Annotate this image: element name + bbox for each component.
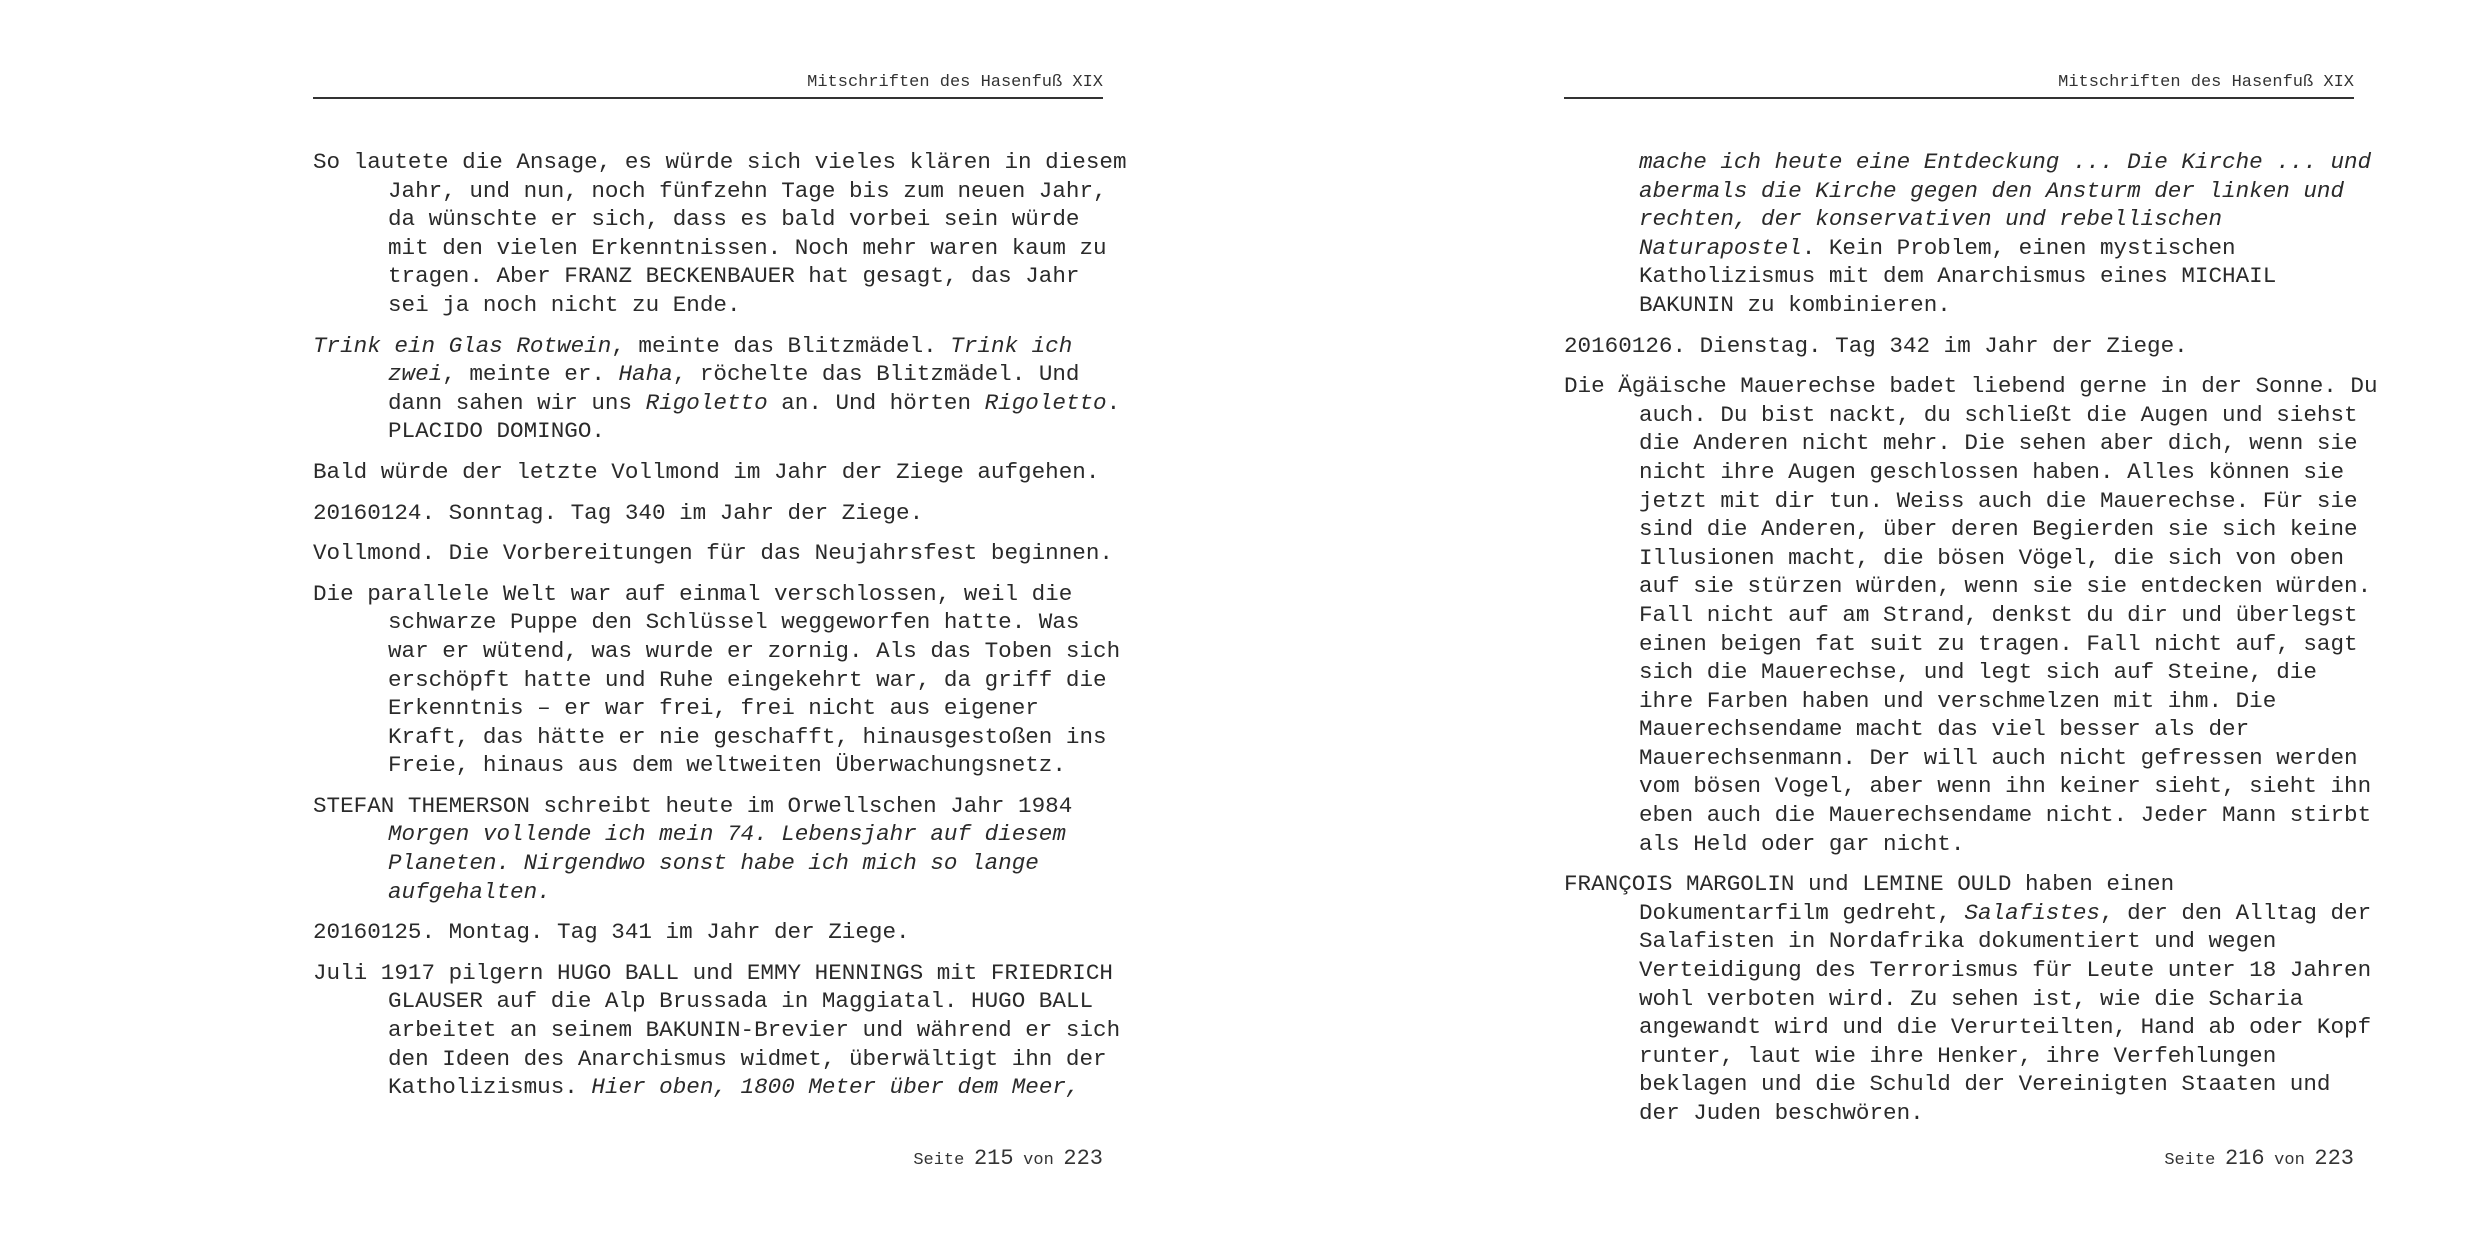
- text-run: einen beigen fat suit zu tragen. Fall nicht auf, sagt: [1639, 630, 2358, 657]
- text-run: die Anderen nicht mehr. Die sehen aber dich, wenn sie: [1639, 430, 2358, 457]
- paragraph: [313, 539, 1113, 568]
- text-line: [1639, 544, 2354, 573]
- italic-text: Rigoletto: [984, 389, 1107, 416]
- text-run: Freie, hinaus aus dem weltweiten Überwachungsnetz.: [388, 752, 1066, 779]
- text-run: dann sahen wir uns: [388, 389, 646, 416]
- text-line: [1639, 291, 2354, 320]
- text-line: [1639, 1099, 2354, 1128]
- page-body: [313, 148, 1127, 1114]
- text-line: [388, 1016, 1121, 1045]
- text-run: Kraft, das hätte er nie geschafft, hinausgestoßen ins: [388, 723, 1107, 750]
- text-line: [1639, 687, 2354, 716]
- text-line: [1639, 1013, 2372, 1042]
- text-run: , der den Alltag der: [2100, 899, 2372, 926]
- text-run: sich die Mauerechse, und legt sich auf Steine, die: [1639, 659, 2317, 686]
- text-line: [313, 580, 1103, 609]
- text-run: der Juden beschwören.: [1639, 1100, 1924, 1126]
- text-line: [388, 608, 1103, 637]
- text-line: [388, 205, 1103, 234]
- text-line: [313, 499, 1103, 528]
- paragraph: [313, 332, 1121, 446]
- paragraph: [313, 499, 1103, 528]
- text-line: [388, 262, 1103, 291]
- text-line: [388, 234, 1107, 263]
- italic-text: Trink ein Glas Rotwein: [313, 332, 612, 359]
- running-header: Mitschriften des Hasenfuß XIX: [2058, 73, 2354, 92]
- italic-text: aufgehalten.: [388, 878, 551, 905]
- italic-text: Morgen vollende ich mein 74. Lebensjahr auf diesem: [388, 821, 1066, 848]
- text-run: 20160124. Sonntag. Tag 340 im Jahr der Ziege.: [313, 499, 924, 526]
- text-line: [1639, 801, 2372, 830]
- paragraph: [313, 792, 1103, 906]
- text-line: [1639, 572, 2372, 601]
- text-line: [388, 1045, 1107, 1074]
- text-line: [313, 148, 1127, 177]
- text-line: [1639, 658, 2354, 687]
- text-run: runter, laut wie ihre Henker, ihre Verfehlungen: [1639, 1042, 2277, 1069]
- text-line: [388, 1073, 1103, 1102]
- text-line: [1639, 744, 2358, 773]
- text-run: Die parallele Welt war auf einmal verschlossen, weil die: [313, 580, 1073, 607]
- text-run: Katholizismus.: [388, 1074, 592, 1101]
- text-line: [1639, 899, 2372, 928]
- text-line: [1639, 401, 2358, 430]
- text-run: auf sie stürzen würden, wenn sie sie entdecken würden.: [1639, 573, 2372, 600]
- text-line: [1639, 1070, 2354, 1099]
- text-line: [313, 792, 1103, 821]
- text-run: , röchelte das Blitzmädel. Und: [672, 361, 1080, 388]
- text-run: Dokumentarfilm gedreht,: [1639, 899, 1965, 926]
- text-run: vom bösen Vogel, aber wenn ihn keiner sieht, sieht ihn: [1639, 773, 2372, 800]
- text-run: .: [1106, 389, 1121, 416]
- left-page: [313, 0, 1127, 1240]
- footer-seite-label: Seite: [2164, 1151, 2216, 1170]
- text-line: [1639, 1042, 2354, 1071]
- text-line: [1564, 870, 2354, 899]
- text-line: [1639, 429, 2358, 458]
- text-run: den Ideen des Anarchismus widmet, überwältigt ihn der: [388, 1045, 1107, 1072]
- text-run: tragen. Aber FRANZ BECKENBAUER hat gesagt, das Jahr: [388, 263, 1080, 290]
- text-run: Illusionen macht, die bösen Vögel, die sich von oben: [1639, 544, 2345, 571]
- paragraph: [1564, 148, 2372, 320]
- text-run: schwarze Puppe den Schlüssel weggeworfen hatte. Was: [388, 609, 1080, 636]
- text-run: an. Und hörten: [767, 389, 985, 416]
- text-run: Verteidigung des Terrorismus für Leute unter 18 Jahren: [1639, 957, 2372, 984]
- footer-page-number: 215: [973, 1146, 1014, 1171]
- text-line: [388, 878, 1103, 907]
- text-run: sind die Anderen, über deren Begierden sie sich keine: [1639, 516, 2358, 543]
- text-line: [388, 177, 1107, 206]
- text-line: [1564, 372, 2378, 401]
- text-line: [1639, 458, 2354, 487]
- text-line: [1639, 262, 2354, 291]
- text-line: [388, 389, 1121, 418]
- text-run: Bald würde der letzte Vollmond im Jahr der Ziege aufgehen.: [313, 458, 1100, 485]
- italic-text: rechten, der konservativen und rebellischen: [1639, 206, 2223, 233]
- text-line: [388, 360, 1103, 389]
- text-run: Salafisten in Nordafrika dokumentiert und wegen: [1639, 928, 2277, 955]
- text-run: BAKUNIN zu kombinieren.: [1639, 291, 1951, 318]
- italic-text: Rigoletto: [645, 389, 768, 416]
- text-run: beklagen und die Schuld der Vereinigten Staaten und: [1639, 1071, 2331, 1098]
- footer-page-total: 223: [2314, 1146, 2354, 1171]
- italic-text: abermals die Kirche gegen den Ansturm der linken und: [1639, 177, 2345, 204]
- italic-text: Haha: [618, 361, 673, 388]
- footer-von-label: von: [1023, 1151, 1054, 1170]
- text-run: auch. Du bist nackt, du schließt die Augen und siehst: [1639, 401, 2358, 428]
- right-page: [1564, 0, 2378, 1240]
- text-run: Jahr, und nun, noch fünfzehn Tage bis zum neuen Jahr,: [388, 177, 1107, 204]
- page-body: [1564, 148, 2378, 1140]
- text-line: [388, 849, 1103, 878]
- italic-text: Trink ich: [950, 332, 1073, 359]
- text-run: Mauerechsenmann. Der will auch nicht gefressen werden: [1639, 744, 2358, 771]
- text-line: [388, 694, 1103, 723]
- text-line: [1639, 148, 2372, 177]
- paragraph: [313, 918, 1103, 947]
- text-line: [388, 751, 1103, 780]
- page-footer: [1564, 1146, 2354, 1171]
- footer-seite-label: Seite: [913, 1151, 965, 1170]
- text-run: , meinte er.: [442, 361, 619, 388]
- text-line: [1639, 515, 2358, 544]
- text-run: GLAUSER auf die Alp Brussada in Maggiatal. HUGO BALL: [388, 988, 1094, 1015]
- text-run: erschöpft hatte und Ruhe eingekehrt war, da griff die: [388, 666, 1107, 693]
- text-run: PLACIDO DOMINGO.: [388, 418, 605, 445]
- paragraph: [313, 148, 1127, 320]
- text-run: 20160126. Dienstag. Tag 342 im Jahr der Ziege.: [1564, 332, 2188, 359]
- text-line: [313, 332, 1103, 361]
- text-line: [388, 417, 1103, 446]
- text-line: [1564, 332, 2354, 361]
- text-line: [1639, 205, 2354, 234]
- text-line: [388, 666, 1107, 695]
- italic-text: Hier oben, 1800 Meter über dem Meer,: [591, 1074, 1080, 1101]
- text-line: [388, 291, 1103, 320]
- text-line: [1639, 630, 2358, 659]
- text-run: , meinte das Blitzmädel.: [611, 332, 951, 359]
- text-line: [1639, 956, 2372, 985]
- italic-text: zwei: [388, 361, 443, 388]
- paragraph: [1564, 870, 2372, 1127]
- text-run: wohl verboten wird. Zu sehen ist, wie die Scharia: [1639, 985, 2304, 1012]
- text-run: da wünschte er sich, dass es bald vorbei sein würde: [388, 206, 1080, 233]
- text-line: [313, 959, 1113, 988]
- footer-page-total: 223: [1063, 1146, 1103, 1171]
- text-run: Erkenntnis – er war frei, frei nicht aus eigener: [388, 695, 1039, 722]
- text-run: mit den vielen Erkenntnissen. Noch mehr waren kaum zu: [388, 234, 1107, 261]
- text-run: ihre Farben haben und verschmelzen mit ihm. Die: [1639, 687, 2277, 714]
- text-line: [1639, 985, 2354, 1014]
- text-run: Katholizismus mit dem Anarchismus eines MICHAIL: [1639, 263, 2277, 290]
- text-run: war er wütend, was wurde er zornig. Als das Toben sich: [388, 637, 1121, 664]
- text-run: . Kein Problem, einen mystischen: [1801, 234, 2236, 261]
- italic-text: Planeten. Nirgendwo sonst habe ich mich so lange: [388, 850, 1039, 877]
- text-line: [1639, 234, 2354, 263]
- text-line: [1639, 601, 2358, 630]
- paragraph: [1564, 332, 2354, 361]
- text-line: [1639, 772, 2372, 801]
- text-run: Juli 1917 pilgern HUGO BALL und EMMY HENNINGS mit FRIEDRICH: [313, 959, 1113, 986]
- text-line: [1639, 830, 2354, 859]
- text-run: Fall nicht auf am Strand, denkst du dir und überlegst: [1639, 601, 2358, 628]
- text-line: [313, 918, 1103, 947]
- italic-text: mache ich heute eine Entdeckung ... Die Kirche ... und: [1639, 149, 2372, 175]
- text-line: [1639, 927, 2354, 956]
- footer-von-label: von: [2274, 1151, 2305, 1170]
- text-line: [1639, 487, 2358, 516]
- text-line: [388, 987, 1103, 1016]
- italic-text: Salafistes: [1964, 899, 2100, 926]
- text-run: arbeitet an seinem BAKUNIN-Brevier und während er sich: [388, 1017, 1121, 1044]
- header-rule: [1564, 97, 2354, 99]
- text-line: [388, 723, 1107, 752]
- text-run: 20160125. Montag. Tag 341 im Jahr der Ziege.: [313, 919, 910, 946]
- paragraph: [313, 580, 1121, 780]
- text-line: [313, 458, 1103, 487]
- text-line: [388, 637, 1121, 666]
- text-run: Die Ägäische Mauerechse badet liebend gerne in der Sonne. Du: [1564, 373, 2378, 400]
- text-run: FRANÇOIS MARGOLIN und LEMINE OULD haben einen: [1564, 871, 2175, 898]
- page-footer: [313, 1146, 1103, 1171]
- text-line: [1639, 177, 2354, 206]
- text-line: [1639, 715, 2354, 744]
- header-rule: [313, 97, 1103, 99]
- text-run: sei ja noch nicht zu Ende.: [388, 291, 741, 318]
- text-run: STEFAN THEMERSON schreibt heute im Orwellschen Jahr 1984: [313, 792, 1073, 819]
- running-header: Mitschriften des Hasenfuß XIX: [807, 73, 1103, 92]
- text-run: Vollmond. Die Vorbereitungen für das Neujahrsfest beginnen.: [313, 540, 1113, 567]
- text-run: eben auch die Mauerechsendame nicht. Jeder Mann stirbt: [1639, 802, 2372, 829]
- paragraph: [313, 959, 1121, 1102]
- text-run: als Held oder gar nicht.: [1639, 830, 1965, 857]
- text-run: Mauerechsendame macht das viel besser als der: [1639, 716, 2250, 743]
- italic-text: Naturapostel: [1639, 234, 1802, 261]
- text-line: [388, 820, 1103, 849]
- paragraph: [313, 458, 1103, 487]
- text-run: nicht ihre Augen geschlossen haben. Alles können sie: [1639, 458, 2345, 485]
- footer-page-number: 216: [2224, 1146, 2265, 1171]
- text-line: [313, 539, 1113, 568]
- text-run: So lautete die Ansage, es würde sich vieles klären in diesem: [313, 149, 1127, 175]
- text-run: jetzt mit dir tun. Weiss auch die Mauerechse. Für sie: [1639, 487, 2358, 514]
- paragraph: [1564, 372, 2378, 858]
- text-run: angewandt wird und die Verurteilten, Hand ab oder Kopf: [1639, 1014, 2372, 1041]
